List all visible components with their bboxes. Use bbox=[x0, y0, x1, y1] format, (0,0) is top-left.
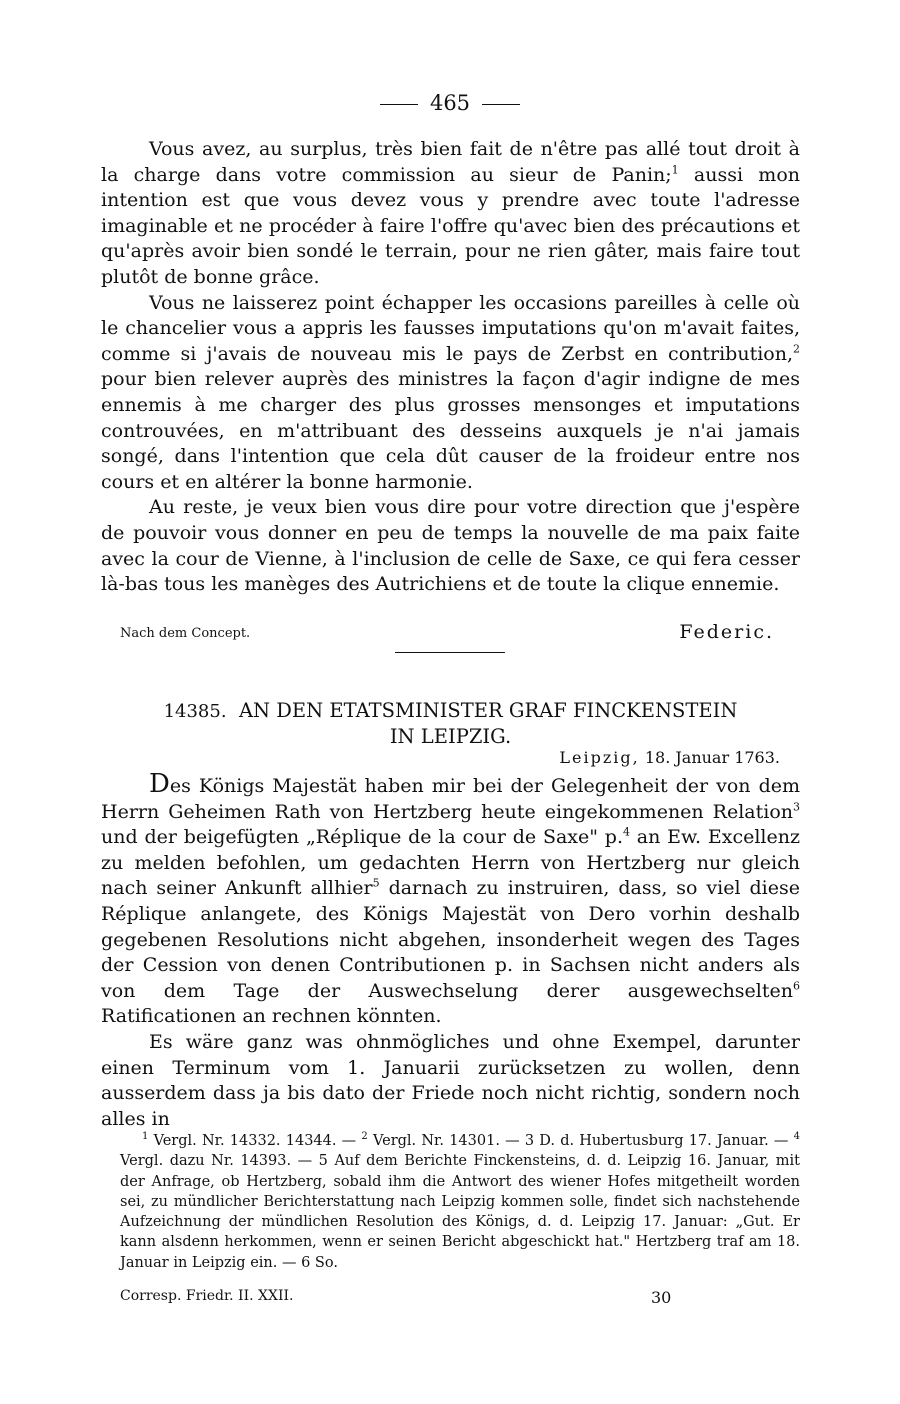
letter-1-body bbox=[101, 137, 800, 598]
letter-2-paragraph bbox=[101, 1030, 800, 1132]
paragraph-text: aussi mon intention est que vous devez vous y prendre avec toute l'adresse imaginable et ne procéder à faire l'offre qu'avec bien des précautions et qu'après avoir bien sondé le terrain, pour ne rien gâter, mais faire tout plutôt de bonne grâce. bbox=[101, 163, 800, 288]
paragraph-text: an Ew. Excellenz zu melden befohlen, um gedachten Herrn von Hertzberg nur gleich nach seiner Ankunft allhier bbox=[101, 826, 801, 900]
place-date bbox=[559, 748, 780, 768]
volume-reference: Corresp. Friedr. II. XXII. bbox=[120, 1288, 294, 1304]
footnote-text: Vergl. dazu Nr. 14393. — bbox=[120, 1153, 319, 1170]
signature: Federic. bbox=[679, 621, 774, 643]
footnote-text: Vergl. Nr. 14301. — bbox=[367, 1133, 525, 1149]
page-number: 465 bbox=[429, 91, 471, 115]
page-header bbox=[0, 88, 900, 118]
paragraph-text: Es wäre ganz was ohnmögliches und ohne Exempel, darunter einen Terminum vom 1. Januarii zurücksetzen zu wollen, denn ausserdem dass ja bis dato der Friede noch nicht richtig, sondern noch alles in bbox=[101, 1030, 800, 1130]
footnotes bbox=[120, 1131, 800, 1273]
paragraph-text: Ratificationen an rechnen könnten. bbox=[101, 1005, 442, 1028]
footnote-reference: 3 bbox=[793, 800, 800, 814]
document-heading bbox=[101, 698, 800, 749]
footnote-reference: 6 bbox=[793, 979, 800, 993]
source-note: Nach dem Concept. bbox=[120, 626, 251, 641]
footnote-number: 1 bbox=[142, 1131, 149, 1143]
header-dash-right bbox=[482, 104, 520, 105]
footnote-number: 2 bbox=[361, 1131, 368, 1143]
place: Leipzig, bbox=[559, 748, 640, 767]
paragraph-text: darnach zu instruiren, dass, so viel diese Réplique anlangete, des Königs Majestät von Dero vorhin deshalb gegebenen Resolutions nicht abgehen, insonderheit wegen des Tages der Cession von denen Contributionen p. in Sachsen nicht anders als von dem Tage der Auswechselung derer ausgewechselten bbox=[101, 877, 800, 1002]
letter-1-paragraph bbox=[101, 495, 800, 597]
letter-2-paragraph bbox=[101, 769, 801, 1030]
paragraph-text: Vous ne laisserez point échapper les occasions pareilles à celle où le chancelier vous a appris les fausses imputations qu'on m'avait faites, comme si j'avais de nouveau mis le pays de Zerbst en contribution, bbox=[101, 291, 800, 365]
letter-1-paragraph bbox=[101, 291, 800, 496]
footnote-text: 6 So. bbox=[301, 1254, 338, 1271]
footnote-text: 5 Auf dem Berichte Finckensteins, d. d. Leipzig 16. Januar, mit der Anfrage, ob Hertzberg, sobald ihm die Antwort des wiener Hofes mitgetheilt worden sei, zu mündlicher Berichterstattung nach Leipzig kommen solle, findet sich nachstehende Aufzeichnung der mündlichen Resolution des Königs, d. d. Leipzig 17. Januar: „Gut. Er kann alsdenn herkommen, wenn er seinen Bericht abgeschickt hat." Hertzberg traf am 18. Januar in Leipzig ein. — bbox=[120, 1153, 800, 1271]
footnote-reference: 5 bbox=[372, 877, 380, 891]
paragraph-text: Des Königs Majestät haben mir bei der Gelegenheit der von dem Herrn Geheimen Rath von Hertzberg heute eingekommenen Relation bbox=[101, 769, 800, 823]
header-dash-left bbox=[380, 104, 418, 105]
signature-mark: 30 bbox=[651, 1288, 672, 1307]
heading-line-2: IN LEIPZIG. bbox=[389, 725, 512, 748]
paragraph-text: und der beigefügten „Réplique de la cour de Saxe" p. bbox=[101, 826, 623, 849]
document-number: 14385. bbox=[163, 701, 227, 722]
letter-2-body bbox=[101, 769, 801, 1132]
date: 18. Januar 1763. bbox=[644, 748, 780, 767]
footnote-reference: 1 bbox=[671, 163, 679, 177]
paragraph-text: Vous avez, au surplus, très bien fait de n'être pas allé tout droit à la charge dans votre commission au sieur de Panin; bbox=[101, 138, 800, 186]
letter-1-paragraph bbox=[101, 137, 800, 291]
section-divider bbox=[395, 652, 505, 653]
footnote-reference: 4 bbox=[623, 825, 630, 839]
paragraph-text: pour bien relever auprès des ministres la façon d'agir indigne de mes ennemis à me charger des plus grosses mensonges et imputations controuvées, en m'attribuant des desseins auxquels je n'ai jamais songé, dans l'intention que cela dût causer de la froideur entre nos cours et en altérer la bonne harmonie. bbox=[101, 368, 800, 493]
footnote-number: 4 bbox=[793, 1131, 800, 1143]
heading-line-1 bbox=[101, 698, 800, 724]
heading-title: AN DEN ETATSMINISTER GRAF FINCKENSTEIN bbox=[238, 699, 738, 722]
footnote-reference: 2 bbox=[793, 342, 800, 356]
footnote-block bbox=[120, 1131, 800, 1273]
paragraph-text: Au reste, je veux bien vous dire pour votre direction que j'espère de pouvoir vous donner en peu de temps la nouvelle de ma paix faite avec la cour de Vienne, à l'inclusion de celle de Saxe, ce qui fera cesser là-bas tous les manèges des Autrichiens et de toute la clique ennemie. bbox=[101, 496, 800, 596]
footnote-text: Vergl. Nr. 14332. 14344. — bbox=[148, 1133, 362, 1149]
footnote-text: 3 D. d. Hubertusburg 17. Januar. — bbox=[524, 1133, 794, 1149]
